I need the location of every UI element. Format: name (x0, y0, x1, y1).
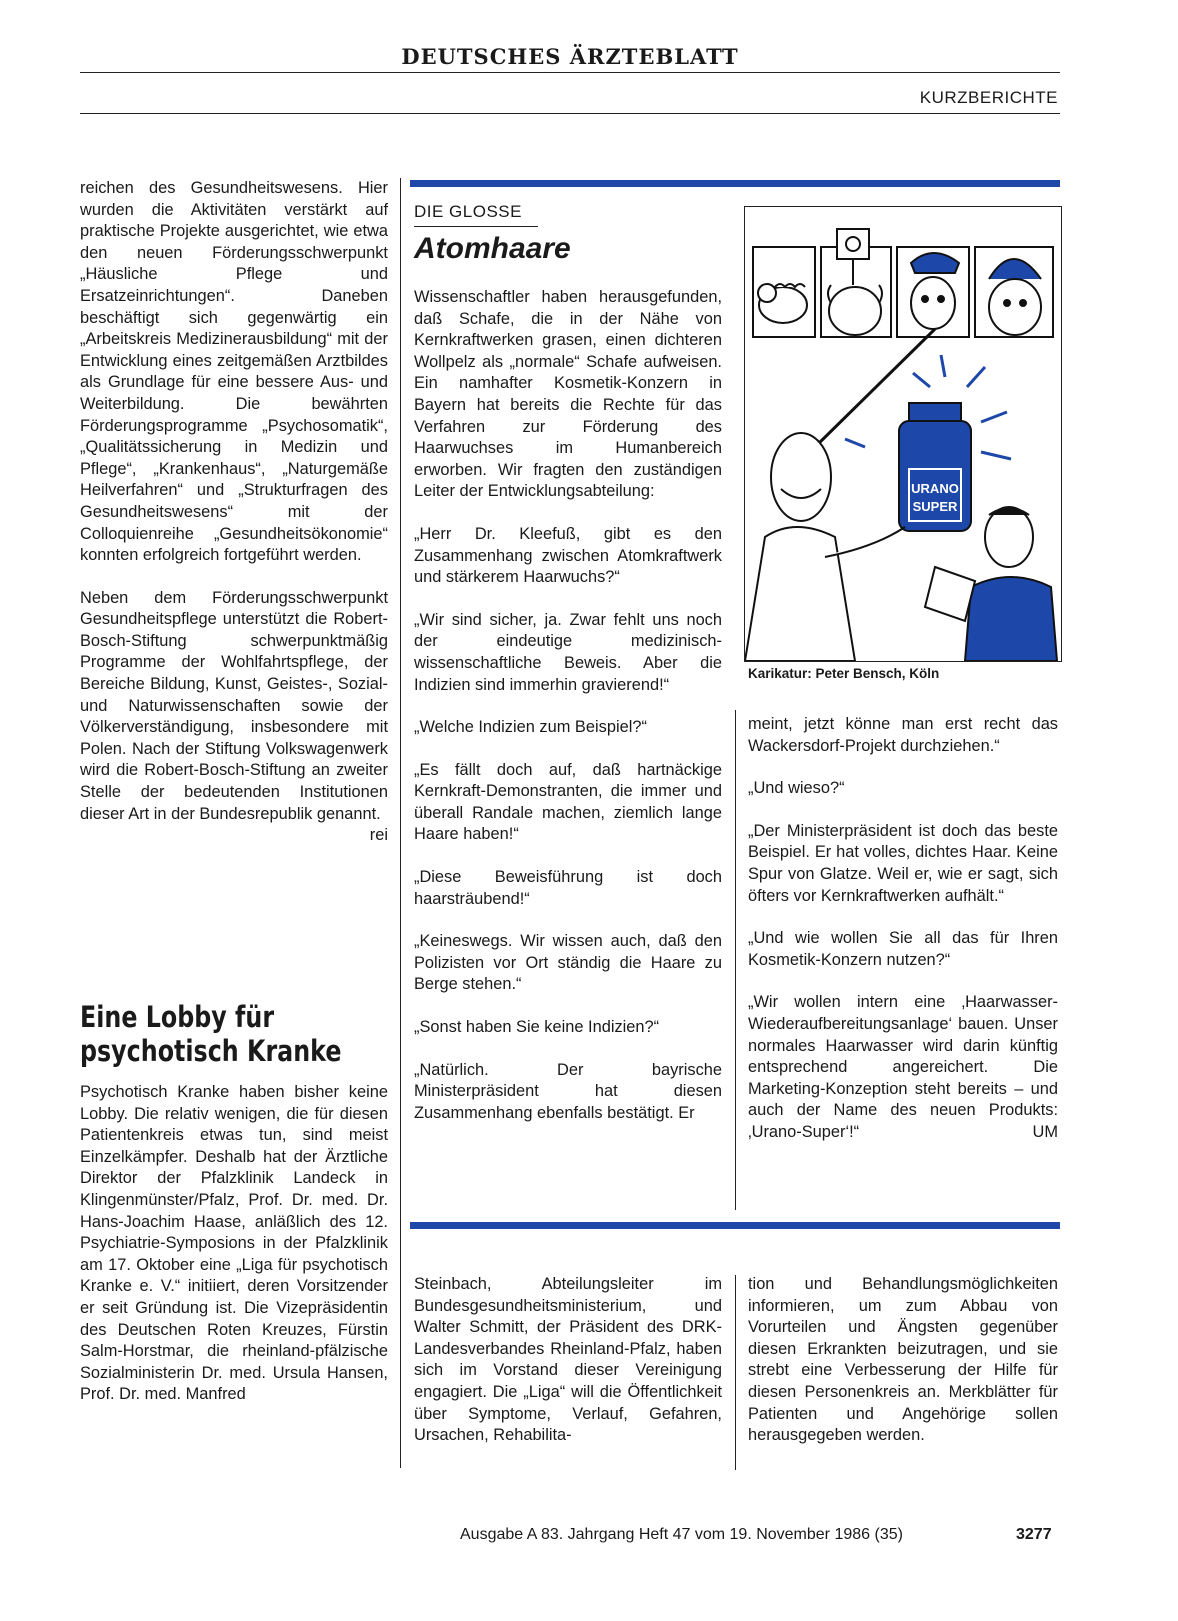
glosse-top-bar (410, 180, 1060, 187)
cartoon-bottle-label-1: URANO (911, 481, 959, 496)
col1-paragraph-2-text: Neben dem Förderungsschwerpunkt Gesundheitspflege unterstützt die Robert-Bosch-Stiftung schwerpunktmäßig Programme der Wohlfahrtspflege, der Bereiche Bildung, Kunst, Geistes-, Sozial- und Naturwissenschaften sowie der Völkerverständigung, insbesondere mit Polen. Nach der Stiftung Volkswagenwerk wird die Robert-Bosch-Stiftung an zweiter Stelle der bedeutenden Institutionen dieser Art in der Bundesrepublik genannt. (80, 588, 388, 823)
glosse-paragraph: „Keineswegs. Wir wissen auch, daß den Polizisten vor Ort ständig die Haare zu Berge stehen.“ (414, 932, 722, 994)
glosse-paragraph: „Diese Beweisführung ist doch haarsträubend!“ (414, 868, 722, 908)
lobby-article-title: Eine Lobby für psychotisch Kranke (80, 1000, 342, 1068)
column-1-bottom (80, 1082, 388, 1406)
section-label: KURZBERICHTE (919, 88, 1058, 107)
glosse-paragraph: „Der Ministerpräsident ist doch das beste Beispiel. Er hat volles, dichtes Haar. Keine Spur von Glatze. Weil er, wie er sagt, sich öfters vor Kernkraftwerken aufhält.“ (748, 821, 1058, 905)
continuation-column-3 (748, 1274, 1058, 1447)
continuation-text-3: tion und Behandlungsmöglichkeiten informieren, um zum Abbau von Vorurteilen und Ängsten gegenüber diesen Erkrankten beizutragen, und sie strebt eine Verbesserung der Hilfe für diesen Personenkreis an. Merkblätter für Patienten und Angehörige sollen herausgegeben werden. (748, 1275, 1058, 1445)
column-1-top (80, 178, 388, 847)
cartoon-drawing (745, 207, 1061, 661)
column-divider-right-glosse (735, 710, 736, 1210)
glosse-paragraph: „Herr Dr. Kleefuß, gibt es den Zusammenhang zwischen Atomkraftwerk und stärkerem Haarwuchs?“ (414, 524, 722, 587)
col1-paragraph-2 (80, 588, 388, 845)
glosse-paragraph: „Wir sind sicher, ja. Zwar fehlt uns noch der eindeutige medizinisch-wissenschaftliche Beweis. Aber die Indizien sind immerhin gravierend!“ (414, 610, 722, 694)
glosse-paragraph: „Es fällt doch auf, daß hartnäckige Kernkraft-Demonstranten, die immer und überall Randale machen, ziemlich lange Haare haben!“ (414, 760, 722, 844)
author-signature-um: UM (1032, 1122, 1058, 1141)
continuation-column-2 (414, 1274, 722, 1447)
glosse-paragraph (748, 992, 1058, 1143)
glosse-column-2 (414, 287, 722, 1124)
lobby-article-body: Psychotisch Kranke haben bisher keine Lobby. Die relativ wenigen, die für diesen Patientenkreis etwas tun, sind meist Einzelkämpfer. Deshalb hat der Ärztliche Direktor der Pfalzklinik Landeck in Klingenmünster/Pfalz, Prof. Dr. med. Dr. Hans-Joachim Haase, anläßlich des 12. Psychiatrie-Symposions in der Pfalzklinik am 17. Oktober eine „Liga für psychotisch Kranke e. V.“ initiiert, deren Vorsitzender er seit Gründung ist. Die Vizepräsidentin des Deutschen Roten Kreuzes, Fürstin Salm-Horstmar, die rheinland-pfälzische Sozialministerin Dr. med. Ursula Hansen, Prof. Dr. med. Manfred (80, 1083, 388, 1404)
cartoon-caption: Karikatur: Peter Bensch, Köln (748, 666, 940, 681)
header-rule-top (80, 72, 1060, 73)
glosse-paragraph: „Sonst haben Sie keine Indizien?“ (414, 1018, 660, 1037)
glosse-paragraph: „Natürlich. Der bayrische Ministerpräsident hat diesen Zusammenhang ebenfalls bestätigt. Er (414, 1060, 722, 1122)
footer-issue-info: Ausgabe A 83. Jahrgang Heft 47 vom 19. November 1986 (35) (460, 1526, 903, 1543)
col1-paragraph-1: reichen des Gesundheitswesens. Hier wurden die Aktivitäten verstärkt auf praktische Projekte ausgerichtet, wie etwa den neuen Förderungsschwerpunkt „Häusliche Pflege und Ersatzeinrichtungen“. Daneben beschäftigt sich gegenwärtig ein „Arbeitskreis Medizinerausbildung“ mit der Entwicklung eines zeitgemäßen Arztbildes als Grundlage für eine bessere Aus- und Weiterbildung. Die bewährten Förderungsprogramme „Psychosomatik“, „Qualitätssicherung in Medizin und Pflege“, „Krankenhaus“, „Naturgemäße Heilverfahren“ und „Strukturfragen des Gesundheitswesens“ mit der Colloquienreihe „Gesundheitsökonomie“ konnten erfolgreich fortgeführt werden. (80, 179, 388, 565)
glosse-label-underline (414, 226, 538, 227)
cartoon-bottle-label-2: SUPER (912, 499, 958, 514)
glosse-column-3 (748, 714, 1058, 1144)
column-divider-right-bottom (735, 1275, 736, 1470)
column-divider-left (400, 178, 401, 1468)
cartoon-illustration (744, 206, 1062, 662)
glosse-paragraph: Wissenschaftler haben herausgefunden, daß Schafe, die in der Nähe von Kernkraftwerken grasen, einen dichteren Wollpelz als „normale“ Schafe aufweisen. Ein namhafter Kosmetik-Konzern in Bayern hat bereits die Rechte für das Verfahren zur Förderung des Haarwuchses im Humanbereich erworben. Wir fragten den zuständigen Leiter der Entwicklungsabteilung: (414, 288, 722, 501)
glosse-bottom-bar (410, 1222, 1060, 1229)
continuation-text-2: Steinbach, Abteilungsleiter im Bundesgesundheitsministerium, und Walter Schmitt, der Präsident des DRK-Landesverbandes Rheinland-Pfalz, haben sich im Vorstand dieser Vereinigung engagiert. Die „Liga“ will die Öffentlichkeit über Symptome, Verlauf, Gefahren, Ursachen, Rehabilita- (414, 1275, 722, 1445)
glosse-paragraph: meint, jetzt könne man erst recht das Wackersdorf-Projekt durchziehen.“ (748, 715, 1058, 755)
header-rule-bottom (80, 113, 1060, 114)
footer-page-number: 3277 (1016, 1526, 1052, 1543)
glosse-title: Atomhaare (414, 232, 571, 265)
glosse-last-paragraph-text: „Wir wollen intern eine ‚Haarwasser-Wiederaufbereitungsanlage‘ bauen. Unser normales Haarwasser wird darin künftig entsprechend angereichert. Die Marketing-Konzeption steht bereits – und auch der Name des neuen Produkts: ‚Urano-Super‘!“ (748, 993, 1058, 1141)
glosse-label: DIE GLOSSE (414, 202, 522, 221)
glosse-paragraph: „Und wieso?“ (748, 779, 845, 798)
glosse-paragraph: „Und wie wollen Sie all das für Ihren Kosmetik-Konzern nutzen?“ (748, 929, 1058, 969)
masthead: DEUTSCHES ÄRZTEBLATT (401, 44, 739, 69)
glosse-paragraph: „Welche Indizien zum Beispiel?“ (414, 718, 647, 737)
author-signature-rei: rei (369, 826, 388, 845)
